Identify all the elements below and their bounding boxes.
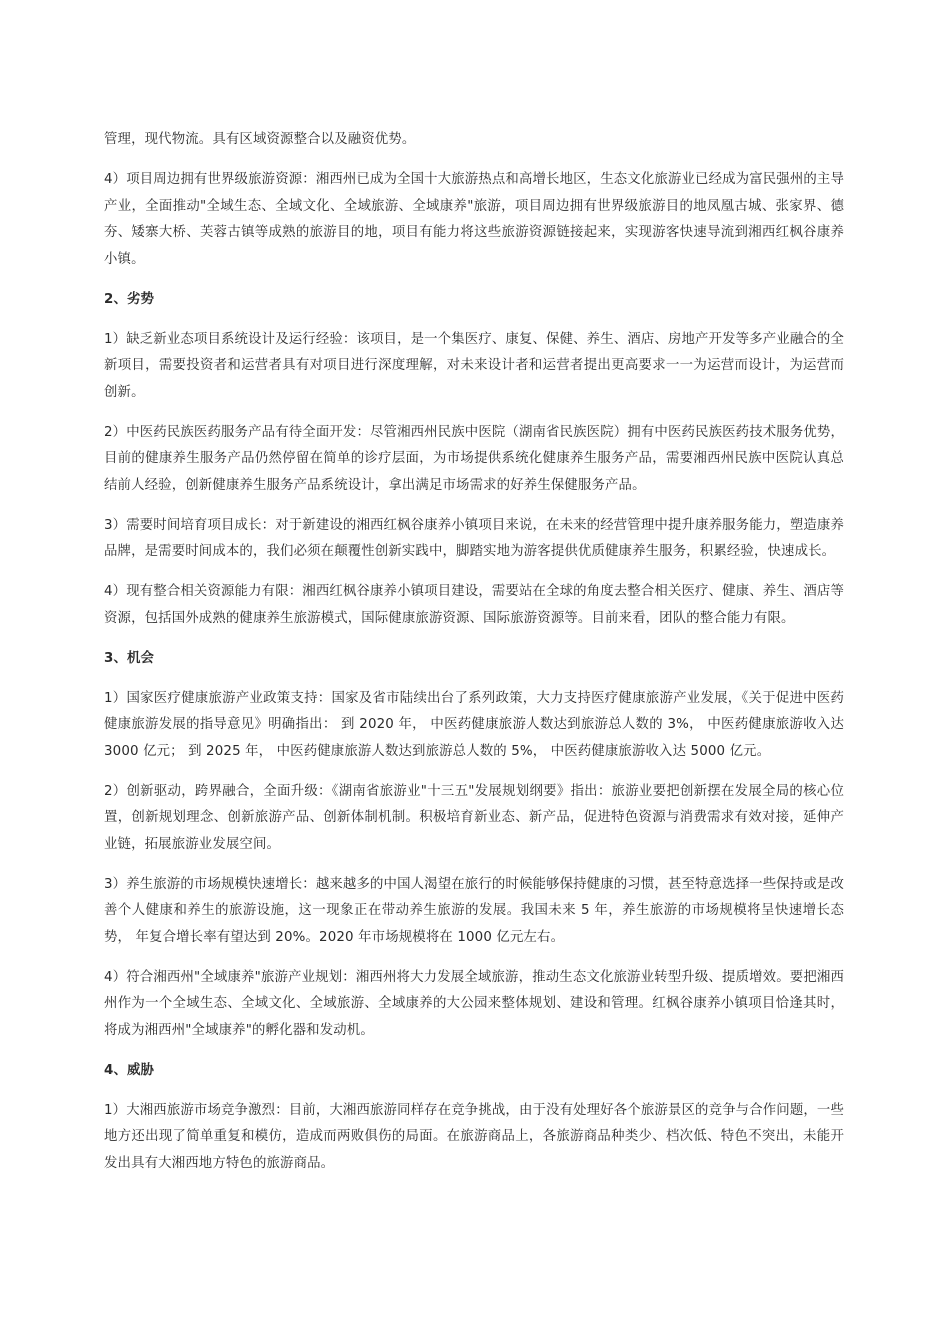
paragraph-strength-4: 4）项目周边拥有世界级旅游资源：湘西州已成为全国十大旅游热点和高增长地区，生态文化旅游业已经成为富民强州的主导产业，全面推动"全域生态、全域文化、全域旅游、全域康养"旅游，项目周边拥有世界级旅游目的地凤凰古城、张家界、德夯、矮寨大桥、芙蓉古镇等成熟的旅游目的地，项目有能力将这些旅游资源链接起来，实现游客快速导流到湘西红枫谷康养小镇。 — [104, 172, 844, 267]
paragraph-opportunity-1: 1）国家医疗健康旅游产业政策支持：国家及省市陆续出台了系列政策，大力支持医疗健康旅游产业发展，《关于促进中医药健康旅游发展的指导意见》明确指出： 到 2020 年， 中医药健康旅游人数达到旅游总人数的 3%， 中医药健康旅游收入达 3000 亿元； 到 2025 年， 中医药健康旅游人数达到旅游总人数的 5%， 中医药健康旅游收入达 5000 亿元。 — [104, 690, 844, 759]
heading-threats: 4、威胁 — [104, 1062, 155, 1078]
paragraph-opportunity-2: 2）创新驱动，跨界融合，全面升级：《湖南省旅游业"十三五"发展规划纲要》指出：旅游业要把创新摆在发展全局的核心位置，创新规划理念、创新旅游产品、创新体制机制。积极培育新业态、新产品，促进特色资源与消费需求有效对接，延伸产业链，拓展旅游业发展空间。 — [104, 783, 844, 852]
paragraph-threat-1: 1）大湘西旅游市场竞争激烈：目前，大湘西旅游同样存在竞争挑战，由于没有处理好各个旅游景区的竞争与合作问题，一些地方还出现了简单重复和模仿，造成而两败俱伤的局面。在旅游商品上，各旅游商品种类少、档次低、特色不突出，未能开发出具有大湘西地方特色的旅游商品。 — [104, 1102, 844, 1171]
paragraph-opportunity-3: 3）养生旅游的市场规模快速增长：越来越多的中国人渴望在旅行的时候能够保持健康的习惯，甚至特意选择一些保持或是改善个人健康和养生的旅游设施，这一现象正在带动养生旅游的发展。我国未来 5 年，养生旅游的市场规模将呈快速增长态势， 年复合增长率有望达到 20%。2020 年市场规模将在 1000 亿元左右。 — [104, 876, 844, 945]
document-body — [104, 127, 844, 1191]
paragraph-weakness-3: 3）需要时间培育项目成长：对于新建设的湘西红枫谷康养小镇项目来说，在未来的经营管理中提升康养服务能力，塑造康养品牌，是需要时间成本的，我们必须在颠覆性创新实践中，脚踏实地为游客提供优质健康养生服务，积累经验，快速成长。 — [104, 517, 844, 559]
paragraph-weakness-1: 1）缺乏新业态项目系统设计及运行经验：该项目，是一个集医疗、康复、保健、养生、酒店、房地产开发等多产业融合的全新项目，需要投资者和运营者具有对项目进行深度理解，对未来设计者和运营者提出更高要求一一为运营而设计，为运营而创新。 — [104, 331, 844, 400]
heading-opportunities: 3、机会 — [104, 650, 155, 666]
heading-weaknesses: 2、劣势 — [104, 291, 155, 307]
paragraph-weakness-2: 2）中医药民族医药服务产品有待全面开发：尽管湘西州民族中医院（湖南省民族医院）拥有中医药民族医药技术服务优势，目前的健康养生服务产品仍然停留在简单的诊疗层面，为市场提供系统化健康养生服务产品，需要湘西州民族中医院认真总结前人经验，创新健康养生服务产品系统设计，拿出满足市场需求的好养生保健服务产品。 — [104, 424, 844, 493]
paragraph-opportunity-4: 4）符合湘西州"全域康养"旅游产业规划：湘西州将大力发展全域旅游，推动生态文化旅游业转型升级、提质增效。要把湘西州作为一个全域生态、全域文化、全域旅游、全域康养的大公园来整体规划、建设和管理。红枫谷康养小镇项目恰逢其时，将成为湘西州"全域康养"的孵化器和发动机。 — [104, 969, 844, 1038]
paragraph-weakness-4: 4）现有整合相关资源能力有限：湘西红枫谷康养小镇项目建设，需要站在全球的角度去整合相关医疗、健康、养生、酒店等资源，包括国外成熟的健康养生旅游模式，国际健康旅游资源、国际旅游资源等。目前来看，团队的整合能力有限。 — [104, 584, 844, 626]
paragraph-intro-continuation: 管理，现代物流。具有区域资源整合以及融资优势。 — [104, 132, 416, 147]
